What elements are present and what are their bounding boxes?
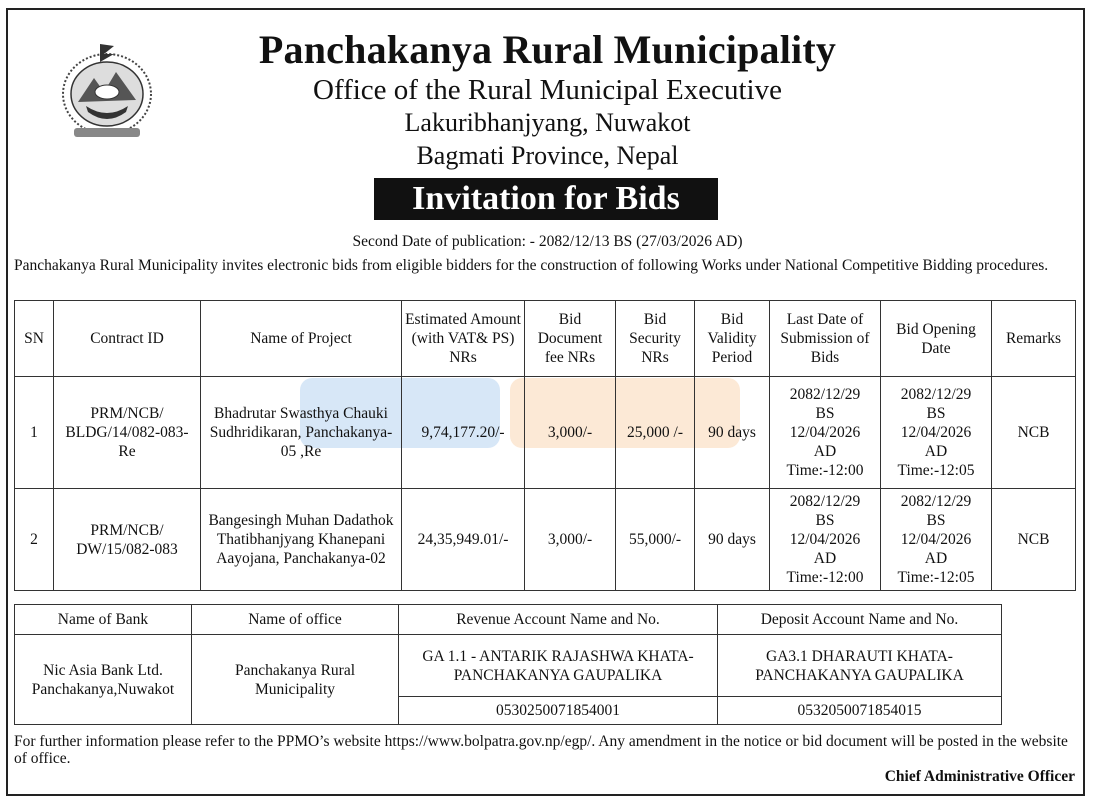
col-bank: Name of Bank bbox=[15, 605, 192, 635]
table-row bbox=[15, 489, 1076, 591]
col-contract-id: Contract ID bbox=[54, 301, 201, 377]
publication-date: Second Date of publication: - 2082/12/13 BS (27/03/2026 AD) bbox=[352, 233, 743, 250]
date-ad-tag: AD bbox=[924, 443, 948, 460]
municipality-title: Panchakanya Rural Municipality bbox=[258, 27, 837, 72]
footer-note: For further information please refer to the PPMO’s website https://www.bolpatra.gov.np/egp/. Any amendment in the notice or bid document will be posted in the website of office. bbox=[14, 733, 1068, 767]
date-ad: 12/04/2026 bbox=[789, 531, 861, 548]
cell-opening bbox=[881, 489, 992, 591]
cell-validity: 90 days bbox=[695, 489, 770, 591]
col-office: Name of office bbox=[192, 605, 399, 635]
date-time: Time:-12:05 bbox=[897, 462, 975, 479]
date-time: Time:-12:00 bbox=[786, 569, 864, 586]
cell-sn: 2 bbox=[15, 489, 54, 591]
signature-title: Chief Administrative Officer bbox=[884, 768, 1075, 785]
cell-last-date bbox=[770, 377, 881, 489]
office-subtitle: Office of the Rural Municipal Executive bbox=[313, 74, 782, 106]
col-opening: Bid Opening Date bbox=[881, 301, 992, 377]
cell-deposit-name: GA3.1 DHARAUTI KHATA- PANCHAKANYA GAUPALIKA bbox=[718, 635, 1002, 697]
col-validity: Bid Validity Period bbox=[695, 301, 770, 377]
cell-bank-name: Nic Asia Bank Ltd. Panchakanya,Nuwakot bbox=[15, 635, 192, 725]
location-line: Lakuribhanjyang, Nuwakot bbox=[404, 108, 691, 137]
bank-table-header-row bbox=[15, 605, 1002, 635]
col-sn: SN bbox=[15, 301, 54, 377]
col-security: Bid Security NRs bbox=[616, 301, 695, 377]
col-project: Name of Project bbox=[201, 301, 402, 377]
cell-doc-fee: 3,000/- bbox=[525, 377, 616, 489]
cell-revenue-name: GA 1.1 - ANTARIK RAJASHWA KHATA- PANCHAKANYA GAUPALIKA bbox=[399, 635, 718, 697]
date-bs: 2082/12/29 bbox=[789, 493, 861, 510]
bids-table bbox=[14, 300, 1076, 591]
intro-paragraph: Panchakanya Rural Municipality invites electronic bids from eligible bidders for the construction of following Works under National Competitive Bidding procedures. bbox=[14, 257, 1049, 274]
cell-remarks: NCB bbox=[992, 489, 1076, 591]
cell-security: 25,000 /- bbox=[616, 377, 695, 489]
date-time: Time:-12:00 bbox=[786, 462, 864, 479]
cell-contract-id: PRM/NCB/ DW/15/082-083 bbox=[54, 489, 201, 591]
col-deposit: Deposit Account Name and No. bbox=[718, 605, 1002, 635]
date-bs-tag: BS bbox=[926, 405, 946, 422]
cell-remarks: NCB bbox=[992, 377, 1076, 489]
date-ad-tag: AD bbox=[813, 443, 837, 460]
cell-revenue-no: 0530250071854001 bbox=[399, 697, 718, 725]
bids-table-header-row bbox=[15, 301, 1076, 377]
cell-deposit-no: 0532050071854015 bbox=[718, 697, 1002, 725]
cell-amount: 9,74,177.20/- bbox=[402, 377, 525, 489]
col-last-date: Last Date of Submission of Bids bbox=[770, 301, 881, 377]
notice-title-banner: Invitation for Bids bbox=[374, 178, 718, 220]
date-bs: 2082/12/29 bbox=[900, 493, 972, 510]
cell-amount: 24,35,949.01/- bbox=[402, 489, 525, 591]
date-ad: 12/04/2026 bbox=[900, 424, 972, 441]
date-bs: 2082/12/29 bbox=[900, 386, 972, 403]
cell-project: Bhadrutar Swasthya Chauki Sudhridikaran, Panchakanya-05 ,Re bbox=[201, 377, 402, 489]
bank-table bbox=[14, 604, 1002, 725]
col-remarks: Remarks bbox=[992, 301, 1076, 377]
cell-contract-id: PRM/NCB/ BLDG/14/082-083- Re bbox=[54, 377, 201, 489]
table-row bbox=[15, 377, 1076, 489]
date-bs-tag: BS bbox=[815, 512, 835, 529]
col-revenue: Revenue Account Name and No. bbox=[399, 605, 718, 635]
cell-opening bbox=[881, 377, 992, 489]
col-doc-fee: Bid Document fee NRs bbox=[525, 301, 616, 377]
col-amount: Estimated Amount (with VAT& PS) NRs bbox=[402, 301, 525, 377]
table-row bbox=[15, 635, 1002, 697]
date-bs-tag: BS bbox=[926, 512, 946, 529]
cell-last-date bbox=[770, 489, 881, 591]
cell-office-name: Panchakanya Rural Municipality bbox=[192, 635, 399, 725]
cell-security: 55,000/- bbox=[616, 489, 695, 591]
cell-doc-fee: 3,000/- bbox=[525, 489, 616, 591]
date-ad: 12/04/2026 bbox=[900, 531, 972, 548]
cell-validity: 90 days bbox=[695, 377, 770, 489]
cell-sn: 1 bbox=[15, 377, 54, 489]
date-bs: 2082/12/29 bbox=[789, 386, 861, 403]
date-time: Time:-12:05 bbox=[897, 569, 975, 586]
date-bs-tag: BS bbox=[815, 405, 835, 422]
date-ad: 12/04/2026 bbox=[789, 424, 861, 441]
province-line: Bagmati Province, Nepal bbox=[416, 141, 679, 170]
date-ad-tag: AD bbox=[813, 550, 837, 567]
date-ad-tag: AD bbox=[924, 550, 948, 567]
cell-project: Bangesingh Muhan Dadathok Thatibhanjyang Khanepani Aayojana, Panchakanya-02 bbox=[201, 489, 402, 591]
